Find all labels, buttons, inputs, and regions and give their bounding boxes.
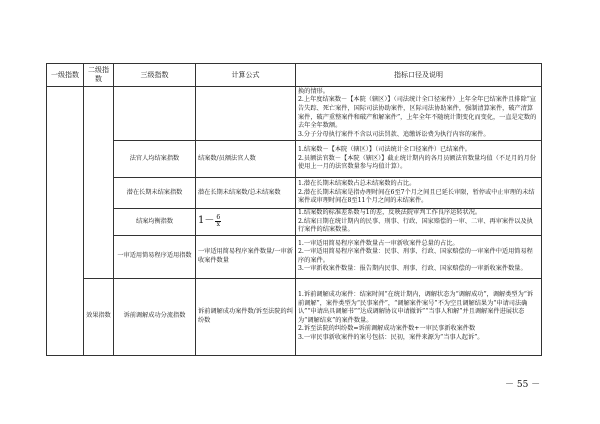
indicator-name-cell: 法官人均结案指数 (114, 141, 196, 178)
formula-numerator: 6 (216, 214, 221, 222)
description-cell (296, 178, 542, 209)
description-cell (296, 235, 542, 278)
description-line: 换的情形。 (298, 87, 329, 95)
level2-label: 效果指数 (84, 278, 114, 355)
formula-cell: 结案数/员额法官人数 (196, 141, 296, 178)
description-cell (296, 141, 542, 178)
level2-cell (84, 87, 114, 279)
description-line: 2.潜在长期未结案是指办理时间在6至7个月之间且已延长审限，暂停或中止审理的未结案件或审理时间在8至11个月之间的未结案件。 (298, 188, 535, 205)
indicator-name-cell: 结案均衡指数 (114, 209, 196, 236)
header-level3: 三级指数 (114, 64, 196, 87)
description-cell (296, 278, 542, 355)
table-row (47, 235, 542, 278)
table-row (47, 278, 542, 355)
description-line: 1.结案数的标准差系数与1的差，反映法院审判工作良序运转状况。 (298, 209, 482, 216)
description-line: 1.潜在长期未结案数占总未结案数的占比。 (298, 180, 416, 188)
formula-cell: 潜在长期未结案数/总未结案数 (196, 178, 296, 209)
description-line: 2.一审适用简易程序案件数量：民事、刑事、行政、国家赔偿的一审案件中适用简易程序的案件。 (298, 248, 533, 264)
table-row (47, 141, 542, 178)
description-line: 3.一审民事新收案件的案号包括：民初，案件来源为“当事人起诉”。 (298, 333, 484, 341)
description-line: 1.结案数－【本院（辖区）】（司法统计全口径案件）已结案件。 (298, 146, 471, 154)
indicator-name-cell: 潜在长期未结案指数 (114, 178, 196, 209)
header-level2: 二级指数 (84, 64, 114, 87)
level1-cell (47, 87, 84, 356)
table-row (47, 209, 542, 236)
description-line: 2.上年度结案数－【本院（辖区）】（司法统计全口径案件）上年全年已结案件且排除“宣告失踪、死亡案件，国际司法协助案件，区际司法协助案件，强制清算案件，破产清算案件，破产重整案件和破产和解案件”，上年全年不随统计期变化而变化，一直是定数的去年全年数额。 (298, 96, 537, 130)
header-formula: 计算公式 (196, 64, 296, 87)
formula-cell: 一审适用简易程序案件数量/一审新收案件数量 (196, 235, 296, 278)
table-row (47, 178, 542, 209)
description-cell (296, 87, 542, 141)
header-description: 指标口径及说明 (296, 64, 542, 87)
indicator-name-cell (114, 87, 196, 141)
formula-lead: 1－ (198, 215, 215, 227)
formula-fraction (215, 215, 221, 228)
description-cell (296, 209, 542, 236)
page-number: － 55 － (505, 380, 541, 390)
indicator-name-cell: 诉前调解成功分流指数 (114, 278, 196, 355)
description-line: 3.分子分母执行案件不含以司法罚款、追缴诉讼费为执行内容的案件。 (298, 130, 490, 138)
table-header-row (47, 64, 542, 87)
description-line: 1.一审适用简易程序案件数量占一审新收案件总量的占比。 (298, 239, 459, 247)
description-line: 1.诉前调解成功案件：结案时间“在统计期内，调解状态为“调解成功”，调解类型为“诉前调解”，案件类型为“民事案件”，“调解案件案号”不为空且调解结果为“申请司法确认”“申请出具调解书”“达成调解协议申请撤诉”“当事人和解”并且调解案件进展状态为“调解结束”的案件数量。 (298, 291, 534, 324)
header-level1: 一级指数 (47, 64, 84, 87)
table-row (47, 87, 542, 141)
description-line: 3.一审新收案件数量：报告期内民事、刑事、行政、国家赔偿的一审新收案件数量。 (298, 265, 527, 273)
description-line: 2.员额法官数－【本院（辖区）】截止统计期内的各月员额法官数量均值（不足月的月份使用上一月的法官数量参与均值计算）。 (298, 154, 536, 171)
formula-denominator: x (216, 221, 220, 229)
formula-cell (196, 209, 296, 236)
indicator-table (46, 63, 542, 356)
description-line: 2.诉至法院的纠纷数=诉前调解成功案件数+一审民事新收案件数 (298, 325, 476, 333)
description-line: 2.结案日期在统计期内的民事、刑事、行政、国家赔偿的一审、二审、再审案件以及执行案件的结案数量。 (298, 217, 533, 234)
formula-cell (196, 87, 296, 141)
formula-cell: 诉前调解成功案件数/诉至法院的纠纷数 (196, 278, 296, 355)
indicator-name-cell: 一审适用简易程序适用指数 (114, 235, 196, 278)
